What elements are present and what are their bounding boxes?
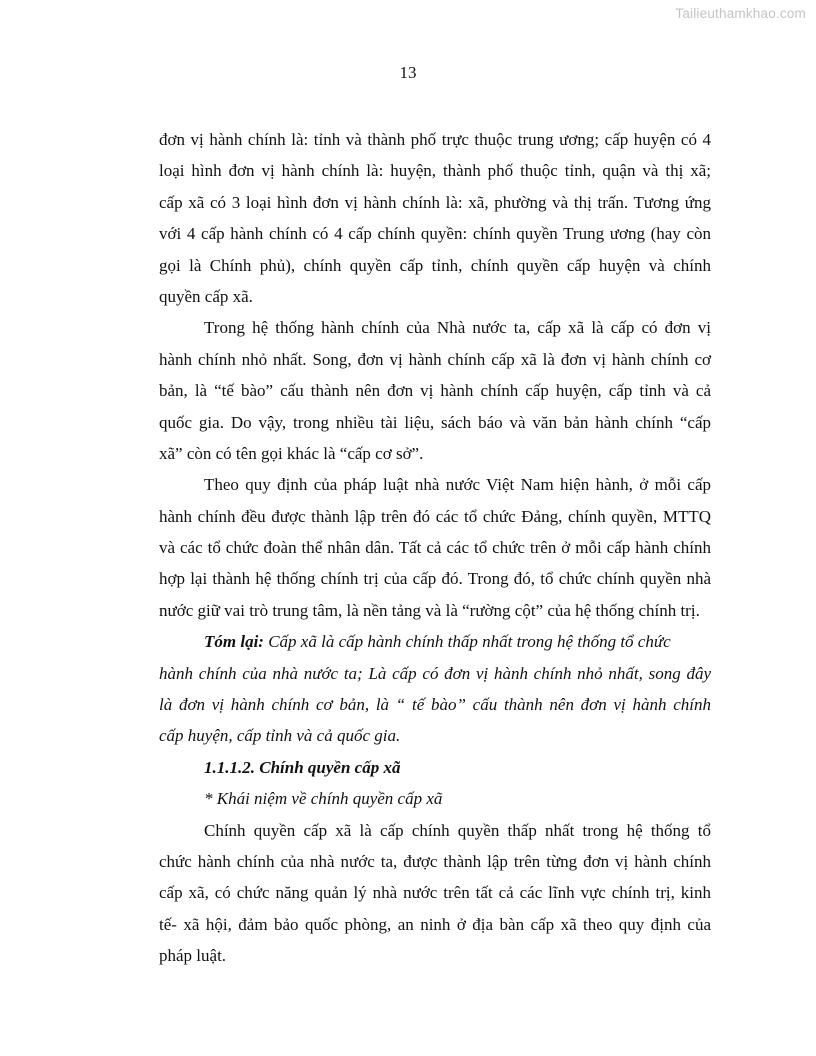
text-line: nước giữ vai trò trung tâm, là nền tảng và là “rường cột” của hệ thống chính trị. <box>159 600 700 620</box>
text-line: hợp lại thành hệ thống chính trị của cấp đó. Trong đó, tổ chức chính quyền nhà <box>159 569 711 589</box>
text-line: bản, là “tế bào” cấu thành nên đơn vị hành chính cấp huyện, cấp tỉnh và cả <box>159 381 711 401</box>
text-line: Trong hệ thống hành chính của Nhà nước ta, cấp xã là cấp có đơn vị <box>204 318 711 338</box>
summary-paragraph <box>159 626 711 752</box>
text-line: hành chính của nhà nước ta; Là cấp có đơn vị hành chính nhỏ nhất, song đây <box>159 663 711 683</box>
section-heading: 1.1.1.2. Chính quyền cấp xã <box>204 757 401 777</box>
text-line: cấp xã, có chức năng quản lý nhà nước trên tất cả các lĩnh vực chính trị, kinh <box>159 883 711 903</box>
text-line: quyền cấp xã. <box>159 286 253 306</box>
text-line: tế- xã hội, đảm bảo quốc phòng, an ninh ở địa bàn cấp xã theo quy định của <box>159 914 711 934</box>
watermark: Tailieuthamkhao.com <box>675 6 806 21</box>
text-line: chức hành chính của nhà nước ta, được thành lập trên từng đơn vị hành chính <box>159 851 711 871</box>
text-line: đơn vị hành chính là: tỉnh và thành phố trực thuộc trung ương; cấp huyện có 4 <box>159 130 711 149</box>
text-line: với 4 cấp hành chính có 4 cấp chính quyền: chính quyền Trung ương (hay còn <box>159 224 711 244</box>
text-line: Chính quyền cấp xã là cấp chính quyền thấp nhất trong hệ thống tổ <box>204 820 711 840</box>
document-body <box>159 124 711 972</box>
text-line: quốc gia. Do vậy, trong nhiều tài liệu, sách báo và văn bản hành chính “cấp <box>159 412 711 432</box>
text-line: loại hình đơn vị hành chính là: huyện, thành phố thuộc tỉnh, quận và thị xã; <box>159 161 711 181</box>
text-line: hành chính nhỏ nhất. Song, đơn vị hành chính cấp xã là đơn vị hành chính cơ <box>159 349 711 369</box>
paragraph <box>159 124 711 312</box>
paragraph <box>159 312 711 469</box>
section-heading-block <box>159 752 711 815</box>
text-line: gọi là Chính phủ), chính quyền cấp tỉnh, chính quyền cấp huyện và chính <box>159 255 711 275</box>
text-line: hành chính đều được thành lập trên đó các tổ chức Đảng, chính quyền, MTTQ <box>159 506 711 526</box>
subsection-heading: * Khái niệm về chính quyền cấp xã <box>204 789 443 809</box>
text-line: và các tổ chức đoàn thể nhân dân. Tất cả các tổ chức trên ở mỗi cấp hành chính <box>159 538 711 558</box>
summary-text: Cấp xã là cấp hành chính thấp nhất trong hệ thống tổ chức <box>263 632 671 652</box>
page-number: 13 <box>399 63 417 82</box>
text-line <box>159 626 711 657</box>
summary-label: Tóm lại: <box>204 632 264 652</box>
paragraph <box>159 815 711 972</box>
paragraph <box>159 469 711 626</box>
text-line: là đơn vị hành chính cơ bản, là “ tế bào” cấu thành nên đơn vị hành chính <box>159 695 711 715</box>
text-line: xã” còn có tên gọi khác là “cấp cơ sở”. <box>159 443 424 463</box>
text-line: cấp xã có 3 loại hình đơn vị hành chính là: xã, phường và thị trấn. Tương ứng <box>159 192 711 212</box>
text-line: cấp huyện, cấp tỉnh và cả quốc gia. <box>159 726 401 746</box>
text-line: Theo quy định của pháp luật nhà nước Việt Nam hiện hành, ở mỗi cấp <box>204 475 711 495</box>
text-line: pháp luật. <box>159 946 227 966</box>
